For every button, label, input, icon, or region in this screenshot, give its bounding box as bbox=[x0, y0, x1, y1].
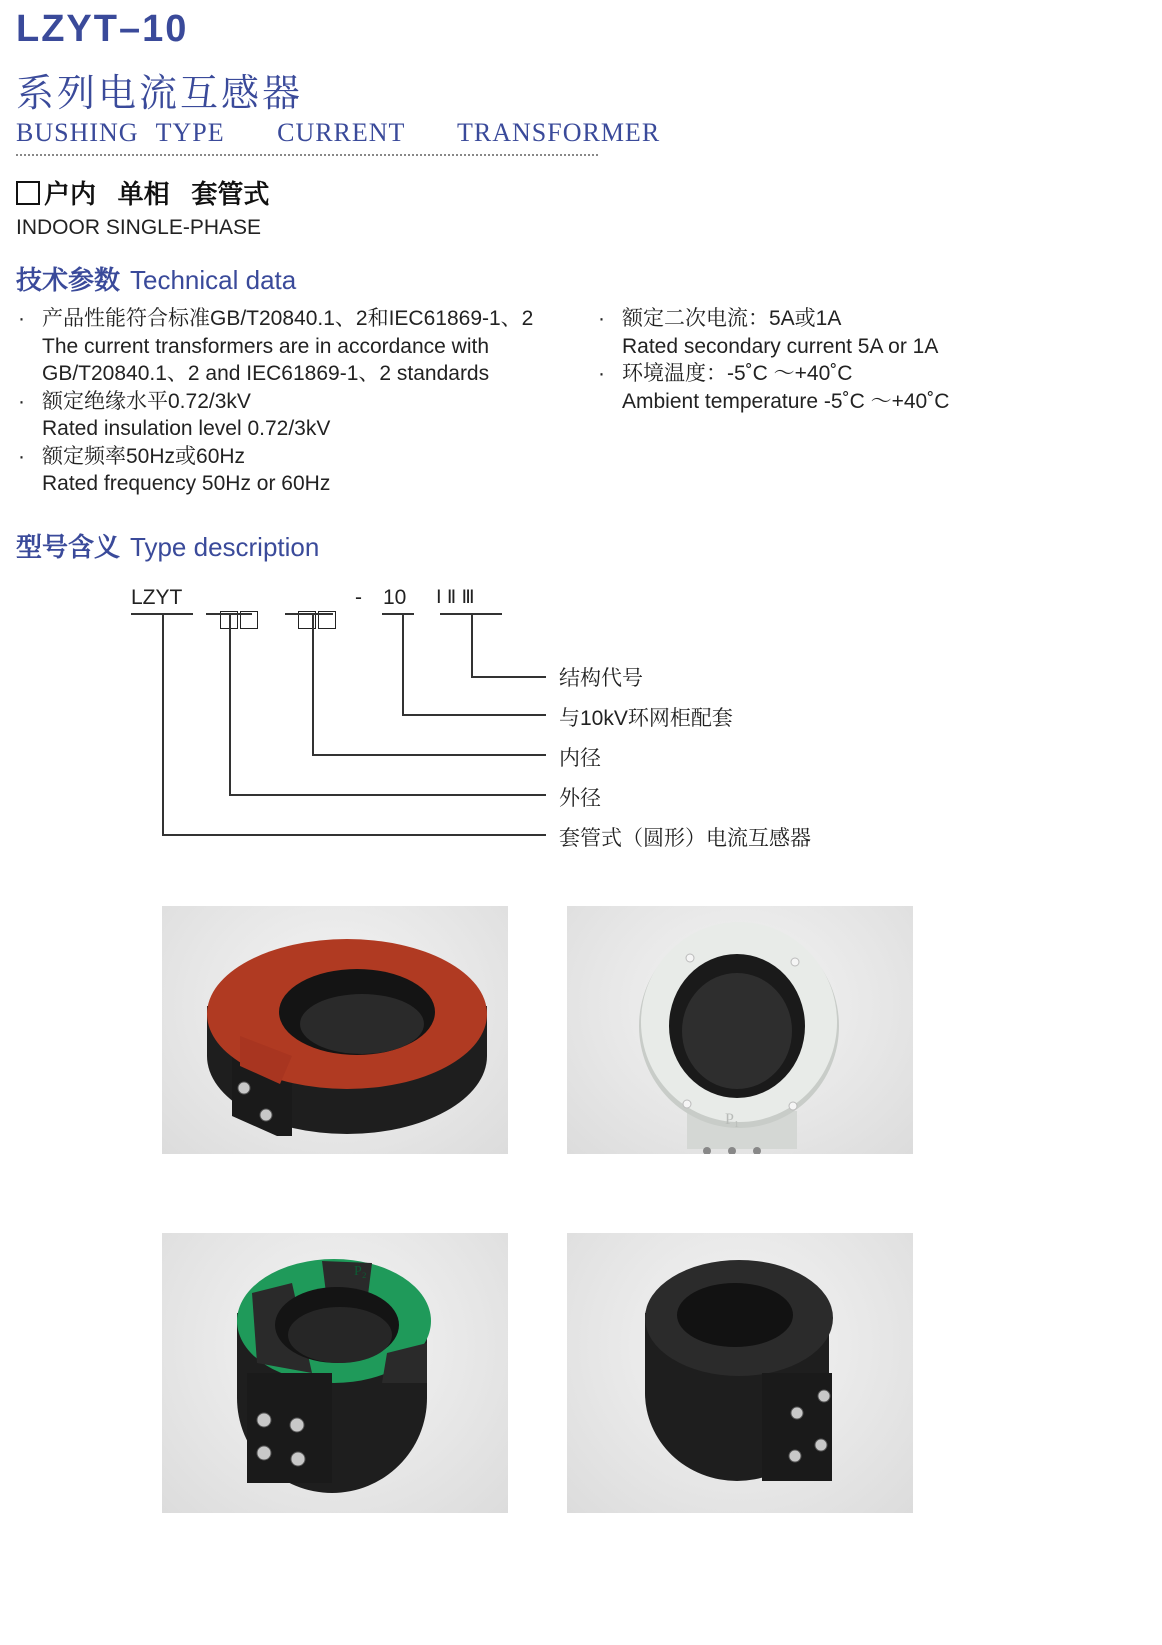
code-dash: - bbox=[355, 586, 362, 609]
product-model: LZYT–10 bbox=[16, 8, 189, 50]
spec-cn: 额定频率50Hz或60Hz bbox=[42, 444, 246, 468]
product-photo-red-ring bbox=[162, 906, 508, 1154]
leader-line bbox=[312, 754, 546, 756]
leader-line bbox=[162, 834, 546, 836]
spec-item bbox=[14, 305, 594, 388]
bullet-icon: · bbox=[598, 362, 605, 385]
spec-item bbox=[594, 305, 1014, 360]
product-title-en: BUSHING TYPE CURRENT TRANSFORMER bbox=[16, 118, 661, 147]
underline bbox=[285, 613, 333, 615]
leader-line bbox=[162, 613, 164, 835]
spec-en: Rated insulation level 0.72/3kV bbox=[42, 417, 331, 440]
label-ring-main-unit: 与10kV环网柜配套 bbox=[559, 707, 733, 730]
product-photo-white-ring bbox=[567, 906, 913, 1154]
leader-line bbox=[229, 794, 546, 796]
spec-en: Rated frequency 50Hz or 60Hz bbox=[42, 472, 331, 495]
technical-heading-en: Technical data bbox=[130, 265, 297, 295]
indoor-label-cn bbox=[16, 174, 269, 211]
type-heading bbox=[16, 527, 319, 564]
code-outer-boxes bbox=[208, 586, 260, 634]
type-heading-cn: 型号含义 bbox=[16, 532, 121, 562]
type-heading-en: Type description bbox=[130, 532, 320, 562]
specs-right bbox=[594, 305, 1014, 415]
dotted-divider bbox=[16, 154, 598, 156]
label-inner-diameter: 内径 bbox=[559, 747, 601, 770]
spec-en: Rated secondary current 5A or 1A bbox=[622, 334, 939, 358]
code-prefix: LZYT bbox=[131, 586, 183, 609]
checkbox-square-icon bbox=[16, 181, 40, 205]
code-roman: Ⅰ Ⅱ Ⅲ bbox=[436, 587, 475, 608]
leader-line bbox=[471, 613, 473, 676]
spec-item bbox=[594, 360, 1014, 415]
spec-cn: 额定绝缘水平0.72/3kV bbox=[42, 389, 251, 413]
spec-cn: 额定二次电流：5A或1A bbox=[622, 307, 842, 330]
bullet-icon: · bbox=[18, 444, 25, 468]
indoor-text-cn: 户内 单相 套管式 bbox=[44, 179, 270, 209]
bullet-icon: · bbox=[598, 307, 605, 330]
spec-item bbox=[14, 443, 594, 498]
indoor-label-en: INDOOR SINGLE-PHASE bbox=[16, 216, 262, 239]
specs-left bbox=[14, 305, 594, 498]
bullet-icon: · bbox=[18, 307, 25, 330]
label-outer-diameter: 外径 bbox=[559, 787, 601, 810]
leader-line bbox=[229, 613, 231, 795]
spec-en: GB/T20840.1、2 and IEC61869-1、2 standards bbox=[42, 362, 490, 385]
spec-cn: 产品性能符合标准GB/T20840.1、2和IEC61869-1、2 bbox=[42, 307, 534, 330]
product-photo-green-ring bbox=[162, 1233, 508, 1513]
label-structure-code: 结构代号 bbox=[559, 667, 643, 690]
technical-heading-cn: 技术参数 bbox=[16, 265, 121, 295]
leader-line bbox=[471, 676, 546, 678]
marking-p2: P₂ bbox=[354, 1264, 367, 1279]
spec-cn: 环境温度：-5˚C ～+40˚C bbox=[622, 362, 853, 385]
product-photo-black-ring bbox=[567, 1233, 913, 1513]
spec-item bbox=[14, 388, 594, 443]
leader-line bbox=[312, 613, 314, 755]
spec-en: Ambient temperature -5˚C ～+40˚C bbox=[622, 389, 950, 413]
code-voltage: 10 bbox=[383, 586, 407, 609]
product-title-cn: 系列电流互感器 bbox=[16, 73, 304, 115]
technical-heading bbox=[16, 260, 296, 297]
leader-line bbox=[402, 714, 546, 716]
label-bushing-type: 套管式（圆形）电流互感器 bbox=[559, 827, 811, 850]
underline bbox=[382, 613, 414, 615]
leader-line bbox=[402, 613, 404, 715]
marking-p1: P₁ bbox=[725, 1111, 740, 1128]
spec-en: The current transformers are in accordance with bbox=[42, 334, 490, 358]
bullet-icon: · bbox=[18, 389, 25, 413]
